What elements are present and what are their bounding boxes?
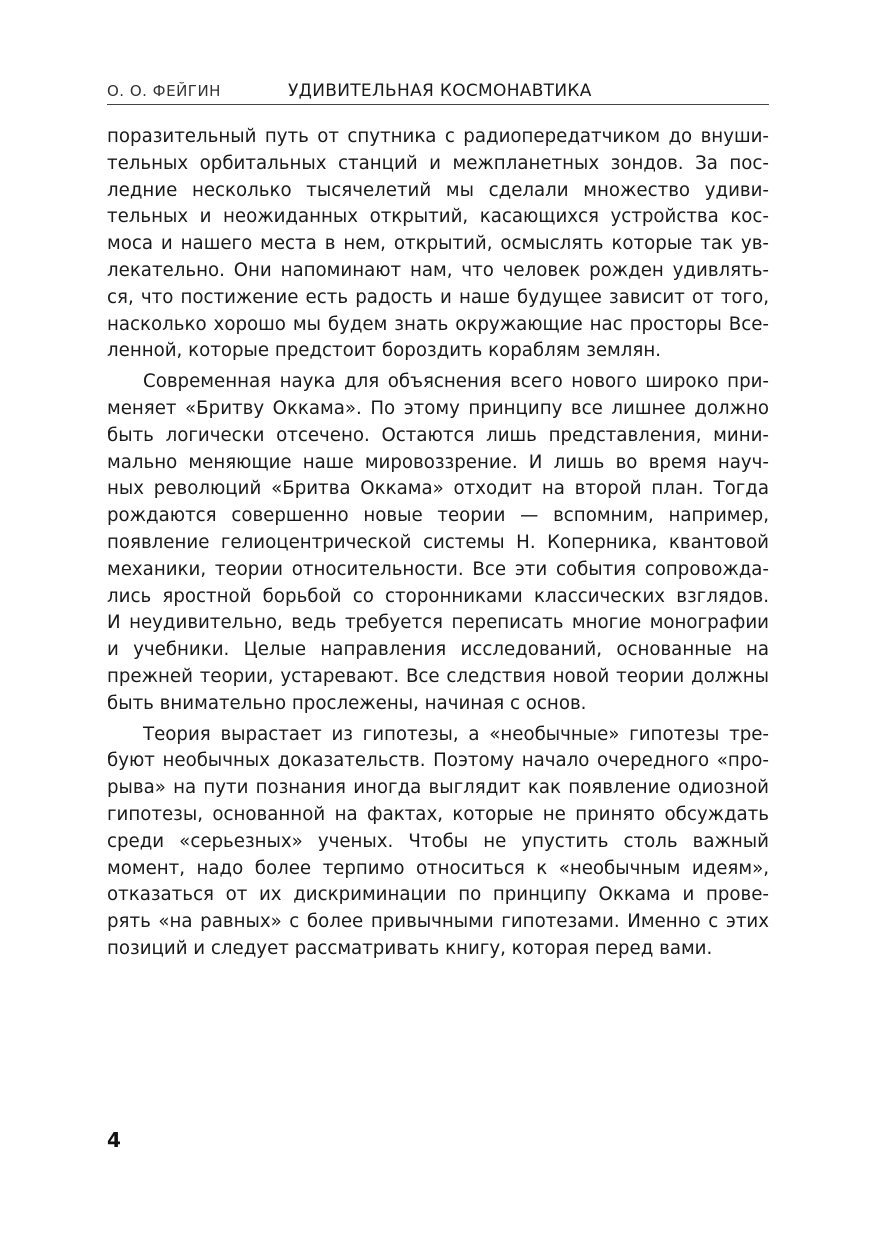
text-line: Теория вырастает из гипотезы, а «необычные» гипотезы тре- <box>143 723 769 745</box>
text-line: позиций и следует рассматривать книгу, которая перед вами. <box>107 937 713 959</box>
text-line: лись яростной борьбой со сторонниками классических взглядов. <box>107 585 769 607</box>
text-line: насколько хорошо мы будем знать окружающие нас просторы Все- <box>107 313 769 335</box>
text-line: рять «на равных» с более привычными гипотезами. Именно с этих <box>107 911 769 933</box>
paragraph-3 <box>107 722 769 963</box>
text-line: Современная наука для объяснения всего нового широко при- <box>143 371 769 393</box>
header-author: О. О. ФЕЙГИН <box>107 82 221 100</box>
text-line: рождаются совершенно новые теории — вспомним, например, <box>107 505 769 527</box>
paragraph-1 <box>107 124 769 365</box>
header-title: УДИВИТЕЛЬНАЯ КОСМОНАВТИКА <box>288 81 592 101</box>
running-header <box>107 80 769 105</box>
text-line: ся, что постижение есть радость и наше будущее зависит от того, <box>107 286 769 308</box>
text-line: рыва» на пути познания иногда выглядит как появление одиозной <box>107 777 769 799</box>
text-line: тельных и неожиданных открытий, касающихся устройства кос- <box>107 206 769 228</box>
text-line: прежней теории, устаревают. Все следствия новой теории должны <box>107 665 769 687</box>
page-number: 4 <box>107 1128 121 1152</box>
text-line: ледние несколько тысячелетий мы сделали множество удиви- <box>107 179 769 201</box>
text-line: быть логически отсечено. Остаются лишь представления, мини- <box>107 424 769 446</box>
paragraph-2 <box>107 369 769 717</box>
text-line: буют необычных доказательств. Поэтому начало очередного «про- <box>107 750 769 772</box>
text-line: среди «серьезных» ученых. Чтобы не упустить столь важный <box>107 830 769 852</box>
text-line: механики, теории относительности. Все эти события сопровожда- <box>107 558 769 580</box>
text-line: ных революций «Бритва Оккама» отходит на второй план. Тогда <box>107 478 769 500</box>
text-line: быть внимательно прослежены, начиная с основ. <box>107 692 587 714</box>
text-line: лекательно. Они напоминают нам, что человек рожден удивлять- <box>107 259 769 281</box>
text-line: моса и нашего места в нем, открытий, осмыслять которые так ув- <box>107 233 769 255</box>
text-line: поразительный путь от спутника с радиопередатчиком до внуши- <box>107 126 769 147</box>
text-line: отказаться от их дискриминации по принципу Оккама и прове- <box>107 884 769 906</box>
body-text <box>107 124 769 963</box>
text-line: мально меняющие наше мировоззрение. И лишь во время науч- <box>107 451 769 473</box>
text-line: меняет «Бритву Оккама». По этому принципу все лишнее должно <box>107 397 769 419</box>
text-line: ленной, которые предстоит бороздить кораблям землян. <box>107 340 662 362</box>
text-line: момент, надо более терпимо относиться к «необычным идеям», <box>107 857 769 879</box>
text-line: появление гелиоцентрической системы Н. Коперника, квантовой <box>107 531 769 553</box>
text-line: тельных орбитальных станций и межпланетных зондов. За пос- <box>107 152 769 174</box>
text-line: гипотезы, основанной на фактах, которые не принято обсуждать <box>107 803 769 825</box>
text-line: и учебники. Целые направления исследований, основанные на <box>107 639 769 661</box>
text-line: И неудивительно, ведь требуется переписать многие монографии <box>107 612 769 634</box>
